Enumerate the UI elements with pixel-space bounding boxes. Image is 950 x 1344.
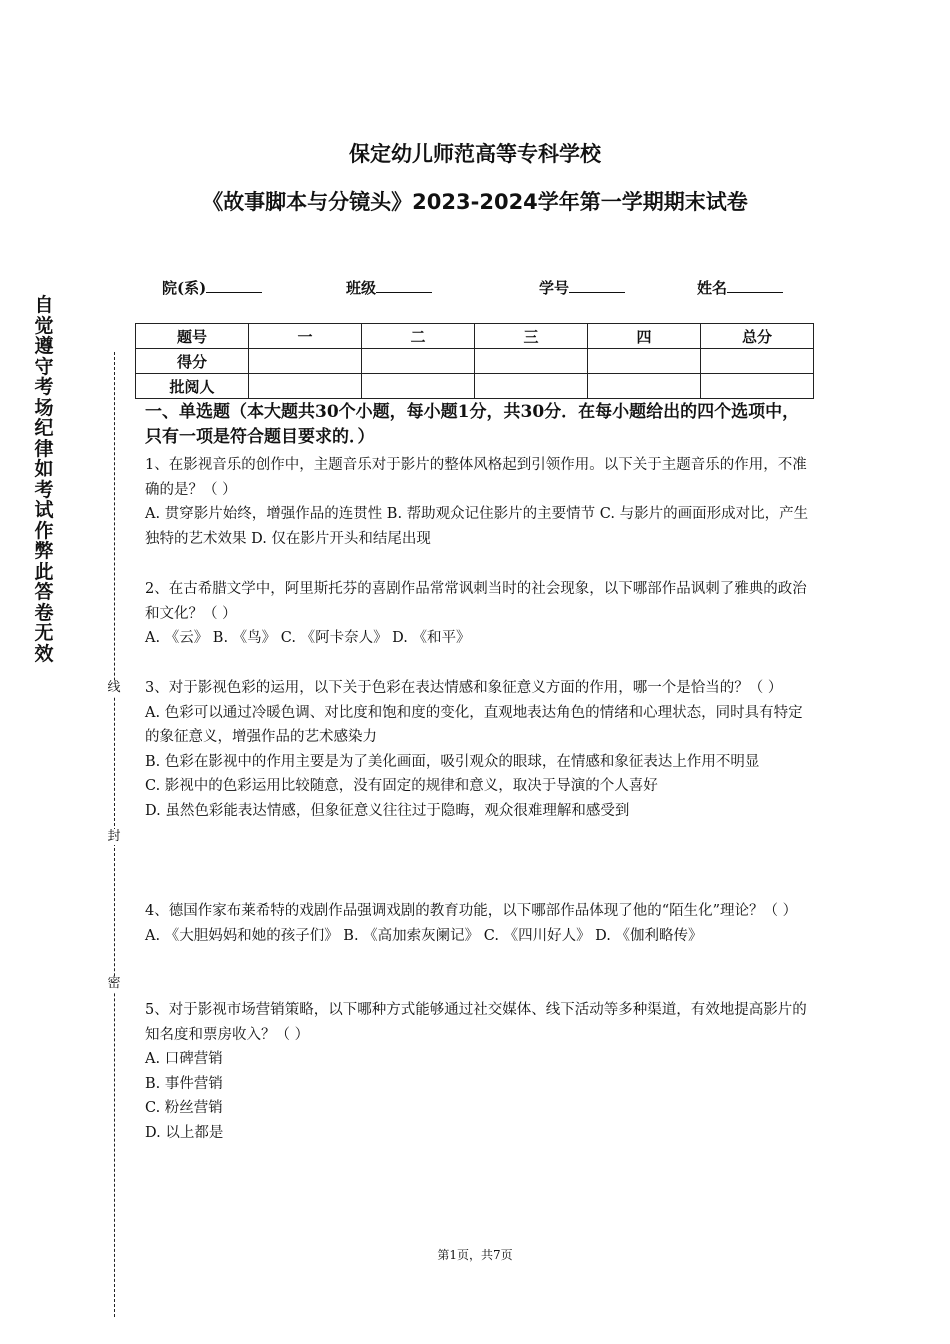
table-row: [136, 349, 814, 374]
table-cell: 得分: [136, 349, 249, 374]
grader-cell[interactable]: [475, 374, 588, 399]
side-warning: 自 觉 遵 守 考 场 纪 律 如 考 试 作 弊 此 答 卷 无 效: [34, 294, 54, 665]
department-blank[interactable]: [206, 276, 262, 293]
class-label: 班级: [346, 279, 377, 297]
name-field: [697, 276, 783, 298]
question-stem: 4、德国作家布莱希特的戏剧作品强调戏剧的教育功能，以下哪部作品体现了他的“陌生化”理论？（ ）: [145, 903, 798, 919]
table-cell: 总分: [701, 324, 814, 349]
option-b: B. 色彩在影视中的作用主要是为了美化画面，吸引观众的眼球，在情感和象征表达上作用不明显: [145, 753, 760, 770]
score-cell[interactable]: [588, 349, 701, 374]
question-stem: 3、对于影视色彩的运用，以下关于色彩在表达情感和象征意义方面的作用，哪一个是恰当的？（ ）: [145, 680, 783, 696]
option-d: D. 以上都是: [145, 1124, 224, 1141]
option-a: A. 色彩可以通过冷暖色调、对比度和饱和度的变化，直观地表达角色的情绪和心理状态，同时具有特定的象征意义，增强作品的艺术感染力: [145, 704, 803, 745]
grader-cell[interactable]: [701, 374, 814, 399]
score-cell[interactable]: [249, 349, 362, 374]
option-c: C. 粉丝营销: [145, 1100, 223, 1116]
question-stem: 2、在古希腊文学中，阿里斯托芬的喜剧作品常常讽刺当时的社会现象，以下哪部作品讽刺了雅典的政治和文化？（ ）: [145, 581, 807, 622]
page-footer: 第1页，共7页: [437, 1248, 513, 1262]
option-a: A. 口碑营销: [145, 1051, 223, 1067]
score-cell[interactable]: [475, 349, 588, 374]
question-options: A. 《云》 B. 《鸟》 C. 《阿卡奈人》 D. 《和平》: [145, 630, 471, 646]
grader-cell[interactable]: [362, 374, 475, 399]
question-stem: 5、对于影视市场营销策略，以下哪种方式能够通过社交媒体、线下活动等多种渠道，有效地提高影片的知名度和票房收入？（ ）: [145, 1002, 807, 1043]
student-id-label: 学号: [539, 279, 570, 297]
table-cell: 二: [362, 324, 475, 349]
table-row: [136, 374, 814, 399]
score-table: [135, 323, 814, 399]
question-options: A. 贯穿影片始终，增强作品的连贯性 B. 帮助观众记住影片的主要情节 C. 与影片的画面形成对比，产生独特的艺术效果 D. 仅在影片开头和结尾出现: [145, 506, 809, 547]
question-3: [145, 676, 810, 823]
seal-mi-label: 密: [107, 976, 121, 991]
seal-feng-label: 封: [107, 829, 121, 844]
table-cell: 题号: [136, 324, 249, 349]
option-d: D. 虽然色彩能表达情感，但象征意义往往过于隐晦，观众很难理解和感受到: [145, 802, 630, 819]
option-b: B. 事件营销: [145, 1075, 223, 1092]
table-cell: 一: [249, 324, 362, 349]
name-blank[interactable]: [727, 276, 783, 293]
question-1: [145, 453, 810, 551]
table-cell: 批阅人: [136, 374, 249, 399]
name-label: 姓名: [697, 279, 728, 297]
seal-line-label: 线: [107, 680, 121, 695]
score-cell[interactable]: [362, 349, 475, 374]
class-blank[interactable]: [376, 276, 432, 293]
school-title: 保定幼儿师范高等专科学校: [349, 142, 601, 166]
table-cell: 三: [475, 324, 588, 349]
student-id-field: [539, 276, 625, 298]
department-label: 院(系): [162, 279, 207, 297]
grader-cell[interactable]: [588, 374, 701, 399]
grader-cell[interactable]: [249, 374, 362, 399]
table-cell: 四: [588, 324, 701, 349]
question-5: [145, 998, 810, 1145]
question-stem: 1、在影视音乐的创作中，主题音乐对于影片的整体风格起到引领作用。以下关于主题音乐的作用，不准确的是？（ ）: [145, 457, 807, 498]
table-row: [136, 324, 814, 349]
question-4: [145, 899, 810, 948]
exam-title: 《故事脚本与分镜头》2023-2024学年第一学期期末试卷: [202, 190, 748, 214]
class-field: [346, 276, 432, 298]
question-options: A. 《大胆妈妈和她的孩子们》 B. 《高加索灰阑记》 C. 《四川好人》 D. 《伽利略传》: [145, 927, 703, 944]
question-2: [145, 577, 810, 651]
student-id-blank[interactable]: [569, 276, 625, 293]
option-c: C. 影视中的色彩运用比较随意，没有固定的规律和意义，取决于导演的个人喜好: [145, 778, 658, 794]
department-field: [162, 276, 262, 298]
section-heading: 一、单选题（本大题共30个小题，每小题1分，共30分．在每小题给出的四个选项中，只有一项是符合题目要求的．）: [145, 402, 800, 447]
score-cell[interactable]: [701, 349, 814, 374]
